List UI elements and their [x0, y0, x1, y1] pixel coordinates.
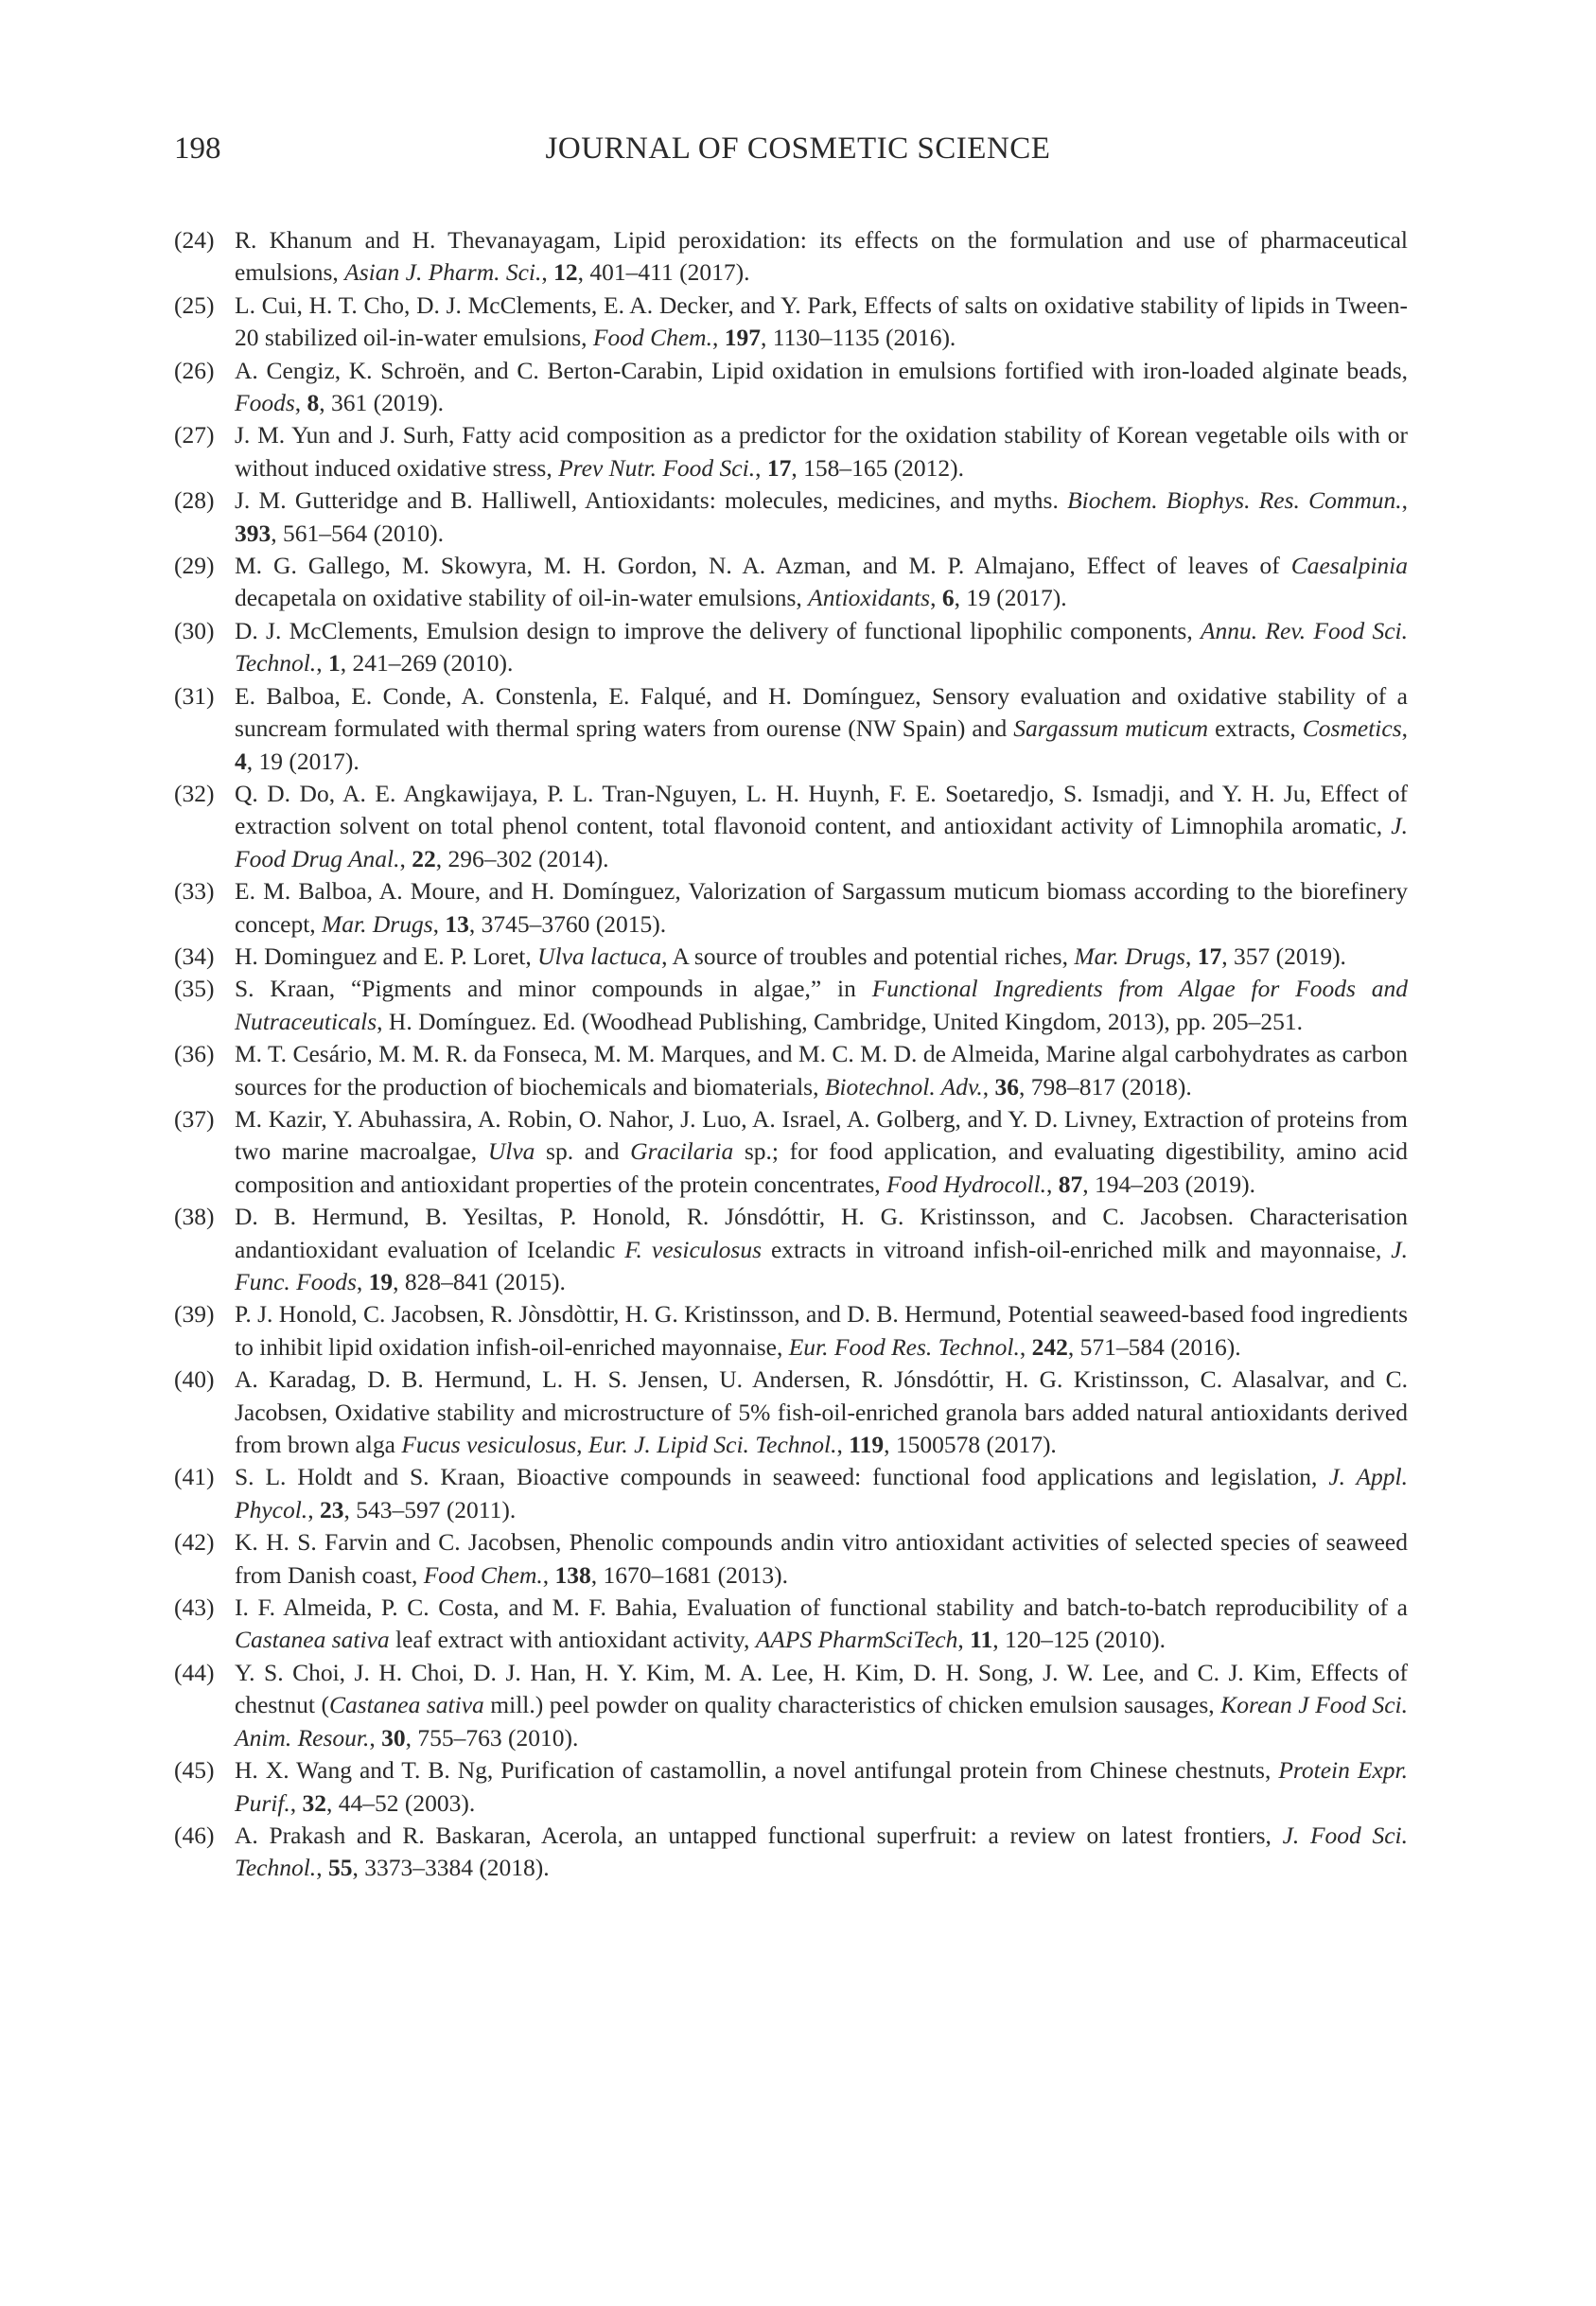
reference-segment: L. Cui, H. T. Cho, D. J. McClements, E. A. Decker, and Y. Park, Effects of salts on oxidative stability of lipids in Tween-20 stabilized oil-in-water emulsions, — [235, 290, 1408, 352]
reference-volume: 1 — [327, 649, 341, 678]
reference-item — [174, 1657, 1408, 1754]
reference-segment: K. H. S. Farvin and C. Jacobsen, Phenolic compounds andin vitro antioxidant activities of selected species of seaweed from Danish coast, — [235, 1528, 1408, 1589]
reference-number: (34) — [174, 942, 215, 970]
reference-text — [235, 1756, 1408, 1816]
reference-volume: 17 — [766, 453, 792, 482]
reference-number: (24) — [174, 226, 215, 254]
reference-segment: , 296–302 (2014). — [435, 844, 609, 872]
reference-number: (32) — [174, 779, 215, 807]
reference-segment: , 194–203 (2019). — [1082, 1170, 1256, 1198]
reference-item — [174, 1754, 1408, 1820]
reference-segment: extracts, — [1208, 714, 1303, 743]
reference-segment: , 1500578 (2017). — [884, 1431, 1057, 1459]
reference-segment: , — [1401, 486, 1408, 515]
reference-volume: 11 — [970, 1626, 993, 1654]
reference-italic-segment: Biotechnol. Adv. — [824, 1072, 983, 1100]
reference-italic-segment: AAPS PharmSciTech — [755, 1626, 958, 1654]
reference-volume: 138 — [554, 1560, 591, 1589]
reference-item — [174, 484, 1408, 550]
reference-number: (43) — [174, 1593, 215, 1622]
reference-italic-segment: J. Food Drug Anal. — [235, 812, 1408, 872]
reference-item — [174, 1461, 1408, 1526]
reference-italic-segment: Prev Nutr. Food Sci. — [558, 453, 756, 482]
reference-item — [174, 1526, 1408, 1592]
reference-italic-segment: Ulva — [487, 1137, 535, 1166]
reference-segment: , 361 (2019). — [319, 389, 444, 417]
reference-segment: , — [432, 909, 446, 938]
reference-item — [174, 224, 1408, 290]
reference-item — [174, 973, 1408, 1038]
reference-segment: E. Balboa, E. Conde, A. Constenla, E. Falqué, and H. Domínguez, Sensory evaluation and oxidative stability of a suncream formulated with thermal spring waters from ourense (NW Spain) and — [235, 681, 1408, 743]
reference-italic-segment: Korean J Food Sci. Anim. Resour. — [235, 1691, 1408, 1752]
reference-volume: 55 — [327, 1854, 353, 1882]
reference-item — [174, 1103, 1408, 1201]
reference-text — [235, 1593, 1408, 1653]
reference-segment: , — [982, 1072, 995, 1100]
reference-italic-segment: F. vesiculosus — [624, 1235, 763, 1263]
reference-volume: 17 — [1197, 942, 1222, 970]
reference-text — [235, 226, 1408, 286]
reference-segment: S. L. Holdt and S. Kraan, Bioactive compounds in seaweed: functional food applications and legislation, — [235, 1463, 1329, 1491]
reference-italic-segment: Food Chem. — [592, 324, 712, 352]
reference-segment: , — [957, 1626, 971, 1654]
page-number: 198 — [174, 132, 221, 166]
reference-segment: A. Prakash and R. Baskaran, Acerola, an untapped functional superfruit: a review on latest frontiers, — [235, 1821, 1283, 1849]
reference-italic-segment: Functional Ingredients from Algae for Foods and Nutraceuticals — [235, 975, 1408, 1035]
reference-volume: 87 — [1058, 1170, 1083, 1198]
reference-segment: P. J. Honold, C. Jacobsen, R. Jònsdòttir, H. G. Kristinsson, and D. B. Hermund, Potential seaweed-based food ingredients to inhibit lipid oxidation infish-oil-enriched mayonnaise, — [235, 1300, 1408, 1361]
reference-text — [235, 1822, 1408, 1881]
reference-volume: 30 — [381, 1723, 406, 1752]
reference-segment: , — [1046, 1170, 1059, 1198]
reference-italic-segment: Castanea sativa — [235, 1626, 390, 1654]
reference-text — [235, 1105, 1408, 1198]
reference-text — [235, 1300, 1408, 1360]
reference-text — [235, 421, 1408, 481]
reference-item — [174, 1820, 1408, 1885]
reference-segment: J. M. Gutteridge and B. Halliwell, Antioxidants: molecules, medicines, and myths. — [235, 486, 1068, 515]
reference-italic-segment: Food Chem. — [423, 1560, 543, 1589]
reference-number: (30) — [174, 616, 215, 644]
reference-number: (33) — [174, 877, 215, 906]
reference-segment: , — [294, 389, 307, 417]
reference-text — [235, 357, 1408, 416]
reference-segment: A. Karadag, D. B. Hermund, L. H. S. Jensen, U. Andersen, R. Jónsdóttir, H. G. Kristinsson, C. Alasalvar, and C. Jacobsen, Oxidative stability and microstructure of 5% fish-oil-enriched granola bars added natural antioxidants derived from brown alga — [235, 1365, 1408, 1459]
reference-volume: 4 — [235, 747, 247, 775]
reference-segment: I. F. Almeida, P. C. Costa, and M. F. Bahia, Evaluation of functional stability and batch-to-batch reproducibility of a — [235, 1593, 1408, 1622]
reference-italic-segment: J. Appl. Phycol. — [235, 1463, 1408, 1523]
reference-italic-segment: Antioxidants — [808, 584, 931, 612]
reference-number: (31) — [174, 681, 215, 710]
reference-number: (29) — [174, 552, 215, 580]
reference-text — [235, 552, 1408, 611]
reference-item — [174, 1298, 1408, 1364]
reference-italic-segment: Caesalpinia — [1290, 552, 1408, 580]
reference-text — [235, 780, 1408, 872]
reference-segment: , 401–411 (2017). — [577, 258, 750, 287]
reference-volume: 393 — [235, 519, 272, 547]
reference-text — [235, 1203, 1408, 1295]
reference-segment: , — [1401, 714, 1408, 743]
reference-segment: mill.) peel powder on quality characteristics of chicken emulsion sausages, — [483, 1691, 1221, 1719]
reference-number: (44) — [174, 1658, 215, 1686]
reference-text — [235, 1463, 1408, 1523]
reference-italic-segment: Protein Expr. Purif. — [235, 1756, 1408, 1817]
reference-segment: H. Dominguez and E. P. Loret, — [235, 942, 538, 970]
reference-text — [235, 877, 1408, 937]
reference-segment: , — [755, 453, 767, 482]
reference-italic-segment: Mar. Drugs — [322, 909, 433, 938]
reference-volume: 8 — [307, 389, 320, 417]
reference-number: (27) — [174, 421, 215, 449]
reference-segment: , — [930, 584, 942, 612]
reference-segment: H. X. Wang and T. B. Ng, Purification of castamollin, a novel antifungal protein from Chinese chestnuts, — [235, 1756, 1279, 1785]
reference-volume: 119 — [849, 1431, 885, 1459]
reference-segment: , — [307, 1495, 320, 1523]
reference-segment: M. G. Gallego, M. Skowyra, M. H. Gordon, N. A. Azman, and M. P. Almajano, Effect of leaves of — [235, 552, 1291, 580]
reference-item — [174, 680, 1408, 778]
reference-segment: , — [316, 649, 328, 678]
reference-segment: , 3373–3384 (2018). — [352, 1854, 550, 1882]
reference-item — [174, 550, 1408, 615]
reference-segment: , — [576, 1431, 588, 1459]
reference-segment: , — [836, 1431, 850, 1459]
reference-volume: 19 — [368, 1268, 394, 1295]
reference-segment: S. Kraan, “Pigments and minor compounds in algae,” in — [235, 975, 872, 1003]
reference-text — [235, 975, 1408, 1034]
reference-item — [174, 615, 1408, 680]
reference-italic-segment: J. Food Sci. Technol. — [235, 1821, 1408, 1882]
reference-volume: 32 — [302, 1788, 327, 1817]
reference-text — [235, 617, 1408, 677]
reference-italic-segment: Castanea sativa — [329, 1691, 484, 1719]
reference-item — [174, 1364, 1408, 1461]
reference-segment: R. Khanum and H. Thevanayagam, Lipid peroxidation: its effects on the formulation and use of pharmaceutical emulsions, — [235, 226, 1408, 287]
reference-italic-segment: Foods — [235, 389, 295, 417]
reference-text — [235, 486, 1408, 546]
reference-segment: , 798–817 (2018). — [1019, 1072, 1192, 1100]
reference-volume: 36 — [994, 1072, 1019, 1100]
reference-italic-segment: Asian J. Pharm. Sci. — [344, 258, 542, 287]
reference-text — [235, 1040, 1408, 1100]
reference-text — [235, 291, 1408, 351]
reference-segment: , H. Domínguez. Ed. (Woodhead Publishing, Cambridge, United Kingdom, 2013), pp. 205–251. — [377, 1007, 1304, 1035]
reference-number: (28) — [174, 486, 215, 515]
reference-text — [235, 1365, 1408, 1458]
reference-segment: , 1670–1681 (2013). — [590, 1560, 789, 1589]
reference-item — [174, 419, 1408, 484]
reference-segment: Y. S. Choi, J. H. Choi, D. J. Han, H. Y. Kim, M. A. Lee, H. Kim, D. H. Song, J. W. Lee, and C. J. Kim, Effects of chestnut ( — [235, 1658, 1408, 1719]
reference-segment: , 3745–3760 (2015). — [468, 909, 667, 938]
reference-number: (45) — [174, 1756, 215, 1785]
reference-number: (25) — [174, 290, 215, 319]
reference-item — [174, 1592, 1408, 1657]
reference-segment: leaf extract with antioxidant activity, — [389, 1626, 756, 1654]
reference-number: (35) — [174, 975, 215, 1003]
reference-segment: , — [1019, 1332, 1032, 1361]
reference-text — [235, 1659, 1408, 1752]
reference-italic-segment: Eur. J. Lipid Sci. Technol. — [588, 1431, 837, 1459]
reference-segment: , — [289, 1788, 303, 1817]
reference-segment: , — [369, 1723, 382, 1752]
reference-segment: decapetala on oxidative stability of oil-in-water emulsions, — [235, 584, 809, 612]
running-head: JOURNAL OF COSMETIC SCIENCE — [545, 132, 1051, 166]
reference-number: (39) — [174, 1300, 215, 1329]
reference-segment: , 120–125 (2010). — [992, 1626, 1166, 1654]
reference-volume: 242 — [1031, 1332, 1068, 1361]
reference-italic-segment: Cosmetics — [1302, 714, 1402, 743]
reference-segment: , 19 (2017). — [246, 747, 360, 775]
reference-text — [235, 1528, 1408, 1588]
reference-list — [174, 224, 1408, 1885]
reference-segment: Q. D. Do, A. E. Angkawijaya, P. L. Tran-Nguyen, L. H. Huynh, F. E. Soetaredjo, S. Ismadji, and Y. H. Ju, Effect of extraction solvent on total phenol content, total flavonoid content, and antioxidant activity of Limnophila aromatic, — [235, 779, 1408, 840]
reference-segment: , 158–165 (2012). — [791, 453, 965, 482]
reference-item — [174, 290, 1408, 355]
reference-segment: , 561–564 (2010). — [271, 519, 444, 547]
reference-segment: M. Kazir, Y. Abuhassira, A. Robin, O. Nahor, J. Luo, A. Israel, A. Golberg, and Y. D. Livney, Extraction of proteins from two marine macroalgae, — [235, 1104, 1408, 1166]
reference-segment: , — [399, 844, 412, 872]
reference-segment: , 543–597 (2011). — [343, 1495, 517, 1523]
reference-segment: , 828–841 (2015). — [393, 1268, 566, 1295]
reference-text — [235, 942, 1346, 970]
reference-segment: D. J. McClements, Emulsion design to improve the delivery of functional lipophilic components, — [235, 616, 1201, 644]
reference-italic-segment: Annu. Rev. Food Sci. Technol. — [235, 616, 1408, 678]
reference-segment: sp. and — [535, 1137, 631, 1166]
reference-segment: , — [541, 258, 554, 287]
reference-italic-segment: Gracilaria — [630, 1137, 734, 1166]
reference-italic-segment: J. Func. Foods — [235, 1235, 1408, 1295]
reference-number: (46) — [174, 1821, 215, 1849]
reference-segment: , A source of troubles and potential riches, — [661, 942, 1075, 970]
reference-segment: , 44–52 (2003). — [326, 1788, 476, 1817]
reference-segment: , 571–584 (2016). — [1067, 1332, 1241, 1361]
reference-number: (37) — [174, 1104, 215, 1133]
reference-segment: , — [316, 1854, 328, 1882]
reference-item — [174, 1201, 1408, 1298]
reference-italic-segment: Ulva lactuca — [537, 942, 662, 970]
reference-volume: 13 — [445, 909, 469, 938]
reference-item — [174, 355, 1408, 420]
reference-segment: D. B. Hermund, B. Yesiltas, P. Honold, R. Jónsdóttir, H. G. Kristinsson, and C. Jacobsen. Characterisation andantioxidant evaluation of Icelandic — [235, 1203, 1408, 1263]
reference-segment: sp.; for food application, and evaluating digestibility, amino acid composition and antioxidant properties of the protein concentrates, — [235, 1137, 1408, 1198]
reference-volume: 22 — [412, 844, 436, 872]
reference-segment: , 241–269 (2010). — [340, 649, 514, 678]
reference-item — [174, 1038, 1408, 1103]
reference-segment: , 755–763 (2010). — [405, 1723, 579, 1752]
reference-segment: extracts in vitroand infish-oil-enriched milk and mayonnaise, — [762, 1235, 1392, 1263]
reference-volume: 197 — [724, 324, 761, 352]
reference-volume: 23 — [319, 1495, 344, 1523]
reference-number: (36) — [174, 1040, 215, 1068]
reference-segment: M. T. Cesário, M. M. R. da Fonseca, M. M. Marques, and M. C. M. D. de Almeida, Marine algal carbohydrates as carbon sources for the production of biochemicals and biomaterials, — [235, 1040, 1408, 1100]
reference-number: (38) — [174, 1203, 215, 1231]
reference-segment: , — [1184, 942, 1198, 970]
reference-segment: , — [356, 1268, 369, 1295]
reference-number: (42) — [174, 1528, 215, 1557]
reference-segment: A. Cengiz, K. Schroën, and C. Berton-Carabin, Lipid oxidation in emulsions fortified with iron-loaded alginate beads, — [235, 356, 1408, 384]
reference-italic-segment: Sargassum muticum — [1013, 714, 1209, 743]
reference-italic-segment: Eur. Food Res. Technol. — [788, 1332, 1020, 1361]
reference-volume: 12 — [553, 258, 578, 287]
reference-item — [174, 778, 1408, 875]
reference-number: (41) — [174, 1463, 215, 1491]
reference-segment: , 19 (2017). — [954, 584, 1067, 612]
reference-segment: , — [542, 1560, 555, 1589]
reference-number: (40) — [174, 1365, 215, 1394]
reference-number: (26) — [174, 356, 215, 384]
reference-segment: E. M. Balboa, A. Moure, and H. Domínguez, Valorization of Sargassum muticum biomass according to the biorefinery concept, — [235, 877, 1408, 938]
reference-segment: , — [711, 324, 725, 352]
reference-italic-segment: Biochem. Biophys. Res. Commun. — [1067, 486, 1402, 515]
reference-item — [174, 941, 1408, 973]
reference-segment: J. M. Yun and J. Surh, Fatty acid composition as a predictor for the oxidation stability of Korean vegetable oils with or without induced oxidative stress, — [235, 421, 1408, 482]
reference-segment: , 1130–1135 (2016). — [760, 324, 956, 352]
reference-italic-segment: Mar. Drugs — [1074, 942, 1185, 970]
reference-item — [174, 875, 1408, 941]
reference-volume: 6 — [941, 584, 955, 612]
reference-italic-segment: Fucus vesiculosus — [401, 1431, 577, 1459]
reference-segment: , 357 (2019). — [1221, 942, 1346, 970]
reference-text — [235, 682, 1408, 775]
reference-italic-segment: Food Hydrocoll. — [886, 1170, 1047, 1198]
